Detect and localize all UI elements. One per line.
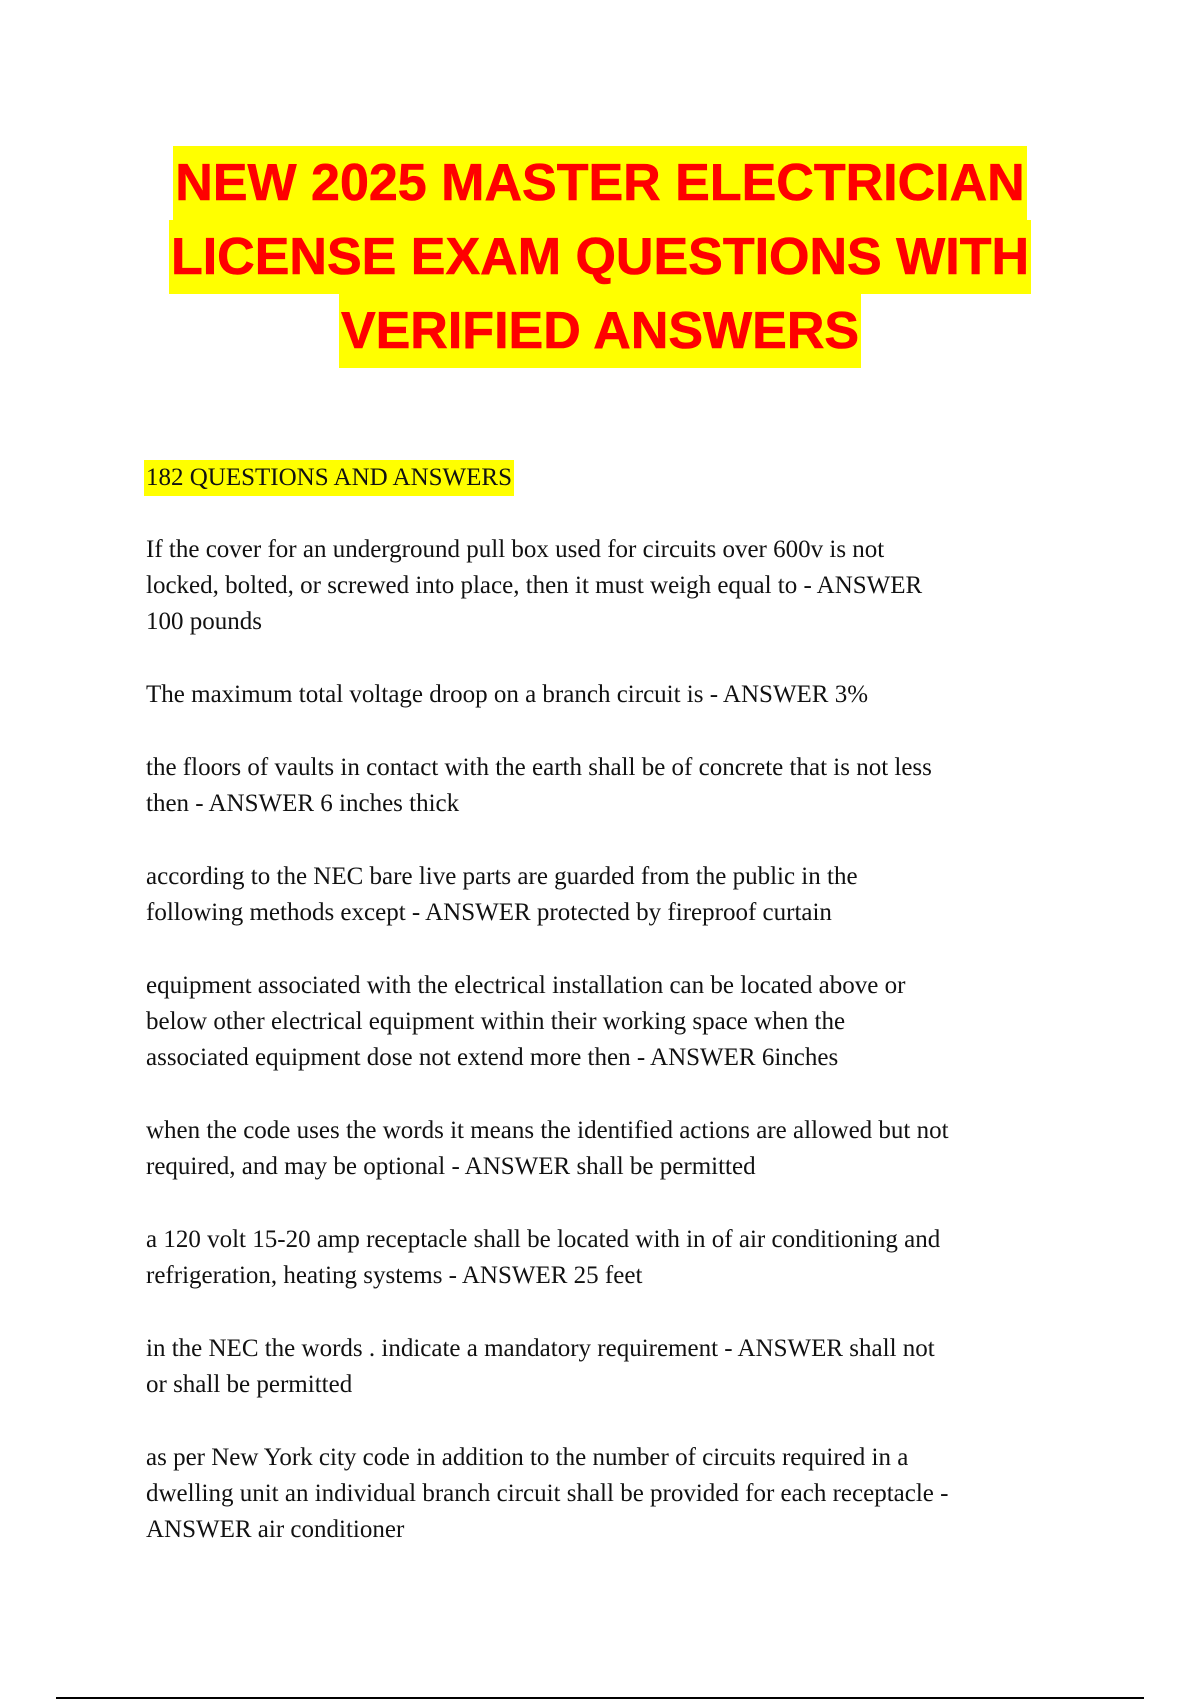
document-body (146, 460, 1066, 1585)
qa-line: when the code uses the words it means the identified actions are allowed but not (146, 1117, 949, 1144)
qa-line: refrigeration, heating systems - ANSWER 25 feet (146, 1262, 643, 1289)
qa-line: in the NEC the words . indicate a mandatory requirement - ANSWER shall not (146, 1335, 935, 1362)
qa-item (146, 1222, 1066, 1294)
title-line-2: LICENSE EXAM QUESTIONS WITH (169, 220, 1031, 294)
qa-item (146, 1331, 1066, 1403)
qa-line: the floors of vaults in contact with the earth shall be of concrete that is not less (146, 754, 932, 781)
qa-line: associated equipment dose not extend more then - ANSWER 6inches (146, 1044, 839, 1071)
qa-line: a 120 volt 15-20 amp receptacle shall be located with in of air conditioning and (146, 1226, 941, 1253)
qa-line: locked, bolted, or screwed into place, then it must weigh equal to - ANSWER (146, 572, 923, 599)
qa-item (146, 859, 1066, 931)
title-line-3: VERIFIED ANSWERS (339, 294, 861, 368)
title-line-1: NEW 2025 MASTER ELECTRICIAN (173, 146, 1026, 220)
qa-line: required, and may be optional - ANSWER shall be permitted (146, 1153, 756, 1180)
qa-line: ANSWER air conditioner (146, 1516, 405, 1543)
document-title (0, 146, 1200, 368)
qa-item (146, 1440, 1066, 1548)
qa-line: then - ANSWER 6 inches thick (146, 790, 460, 817)
qa-item (146, 968, 1066, 1076)
qa-line: according to the NEC bare live parts are guarded from the public in the (146, 863, 858, 890)
qa-line: 100 pounds (146, 608, 262, 635)
qa-item (146, 677, 1066, 713)
qa-line: or shall be permitted (146, 1371, 353, 1398)
qa-line: as per New York city code in addition to the number of circuits required in a (146, 1444, 909, 1471)
footer-divider (56, 1697, 1144, 1699)
qa-item (146, 1113, 1066, 1185)
qa-line: below other electrical equipment within their working space when the (146, 1008, 846, 1035)
qa-line: If the cover for an underground pull box used for circuits over 600v is not (146, 536, 885, 563)
qa-item (146, 750, 1066, 822)
question-count-label: 182 QUESTIONS AND ANSWERS (144, 460, 514, 496)
qa-line: dwelling unit an individual branch circuit shall be provided for each receptacle - (146, 1480, 949, 1507)
qa-line: The maximum total voltage droop on a branch circuit is - ANSWER 3% (146, 681, 869, 708)
qa-item (146, 532, 1066, 640)
qa-line: equipment associated with the electrical installation can be located above or (146, 972, 906, 999)
qa-line: following methods except - ANSWER protected by fireproof curtain (146, 899, 832, 926)
